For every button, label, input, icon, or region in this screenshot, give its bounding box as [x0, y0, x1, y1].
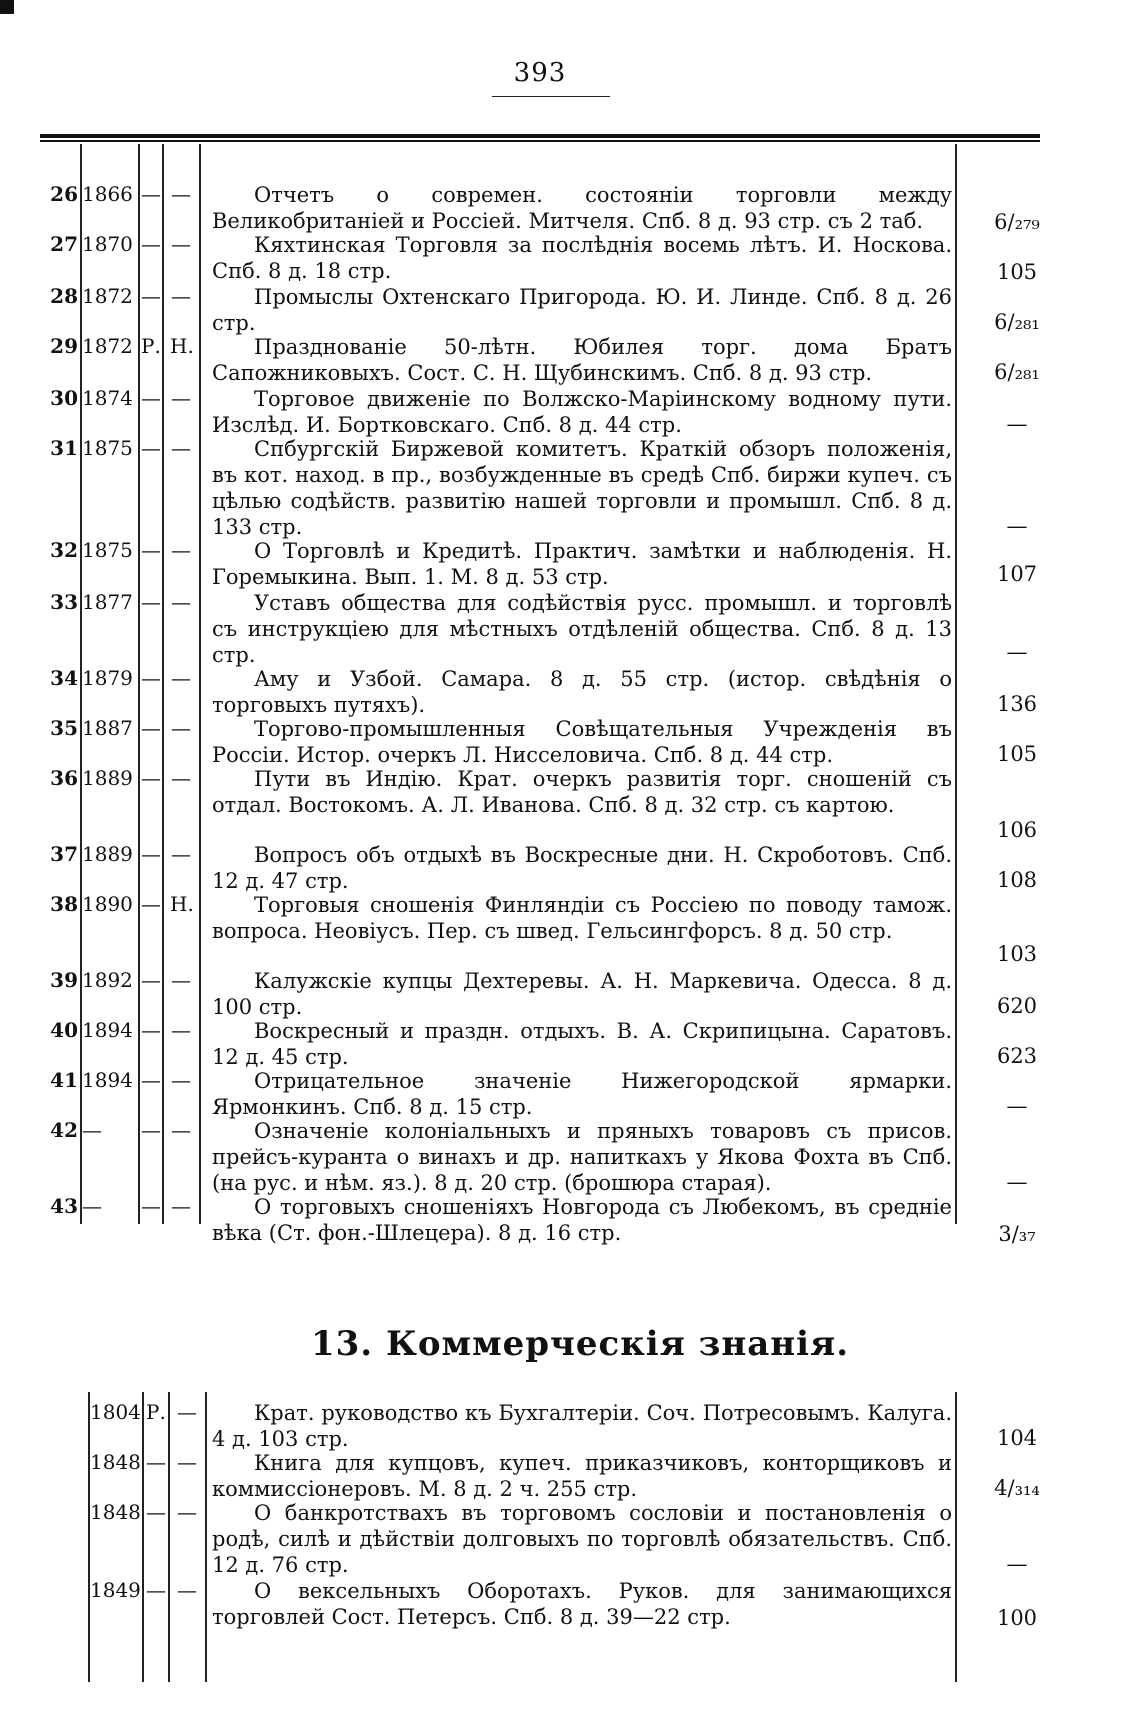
entry-text: Пути въ Индію. Крат. очеркъ развитія торг. сношеній съ отдал. Востокомъ. А. Л. Иванова. Спб. 8 д. 32 стр. съ картою. [212, 767, 952, 817]
column-rule [88, 1392, 90, 1682]
entry-new-mark: — [171, 842, 191, 866]
entry-number: 34 [50, 666, 78, 690]
entry-year: 1872 [82, 334, 133, 358]
entry-text: Торгово-промышленныя Совѣщательныя Учрежденія въ Россіи. Истор. очеркъ Л. Нисселовича. Спб. 8 д. 44 стр. [212, 717, 952, 767]
entry-number: 35 [50, 716, 78, 740]
entry-new-mark: — [171, 386, 191, 410]
entry-text: О торговыхъ сношеніяхъ Новгорода съ Любекомъ, въ средніе вѣка (Ст. фон.-Шлецера). 8 д. 16 стр. [212, 1195, 952, 1245]
entry-language-mark: — [141, 716, 161, 740]
entry-language-mark: — [146, 1450, 166, 1474]
entry-price: — [1006, 1170, 1028, 1194]
entry-price: 104 [996, 1426, 1038, 1450]
entry-price: 105 [996, 742, 1038, 766]
entry-year: 1849 [90, 1578, 141, 1602]
entry-new-mark: — [177, 1450, 197, 1474]
entry-new-mark: — [171, 1194, 191, 1218]
entry-number: 29 [50, 334, 78, 358]
entry-year: 1870 [82, 232, 133, 256]
entry-language-mark: Р. [141, 334, 161, 358]
entry-number: 40 [50, 1018, 78, 1042]
entry-year: 1804 [90, 1400, 141, 1424]
entry-year: 1872 [82, 284, 133, 308]
entry-language-mark: — [141, 232, 161, 256]
entry-text: Отрицательное значеніе Нижегородской ярмарки. Ярмонкинъ. Спб. 8 д. 15 стр. [212, 1069, 952, 1119]
entry-new-mark: Н. [170, 892, 194, 916]
entry-year: 1890 [82, 892, 133, 916]
entry-number: 28 [50, 284, 78, 308]
entry-text: Отчетъ о современ. состояніи торговли между Великобританіей и Россіей. Митчеля. Спб. 8 д. 93 стр. съ 2 таб. [212, 183, 952, 233]
entry-language-mark: — [141, 182, 161, 206]
entry-language-mark: — [141, 538, 161, 562]
column-rule [955, 144, 957, 1224]
entry-new-mark: — [171, 716, 191, 740]
entry-text: Калужскіе купцы Дехтеревы. А. Н. Маркевича. Одесса. 8 д. 100 стр. [212, 969, 952, 1019]
entry-price: 103 [996, 942, 1038, 966]
entry-year: 1879 [82, 666, 133, 690]
column-rule [205, 1392, 207, 1682]
entry-price: — [1006, 514, 1028, 538]
entry-language-mark: — [146, 1500, 166, 1524]
column-rule [142, 1392, 144, 1682]
entry-text: Кяхтинская Торговля за послѣднія восемь лѣтъ. И. Носкова. Спб. 8 д. 18 стр. [212, 233, 952, 283]
entry-price: — [1006, 412, 1028, 436]
entry-text: Книга для купцовъ, купеч. приказчиковъ, конторщиковъ и коммиссіонеровъ. М. 8 д. 2 ч. 255 стр. [212, 1451, 952, 1501]
entry-text: Вопросъ объ отдыхѣ въ Воскресные дни. Н. Скроботовъ. Спб. 12 д. 47 стр. [212, 843, 952, 893]
entry-year: 1877 [82, 590, 133, 614]
entry-text: Крат. руководство къ Бухгалтеріи. Соч. Потресовымъ. Калуга. 4 д. 103 стр. [212, 1401, 952, 1451]
column-rule [138, 144, 140, 1224]
entry-new-mark: — [177, 1500, 197, 1524]
entry-new-mark: Н. [170, 334, 194, 358]
entry-price: 107 [996, 562, 1038, 586]
entry-text: О Торговлѣ и Кредитѣ. Практич. замѣтки и наблюденія. Н. Горемыкина. Вып. 1. М. 8 д. 53 стр. [212, 539, 952, 589]
entry-new-mark: — [171, 538, 191, 562]
entry-year: 1848 [90, 1500, 141, 1524]
entry-language-mark: — [141, 968, 161, 992]
entry-new-mark: — [171, 590, 191, 614]
entry-year: 1889 [82, 766, 133, 790]
entry-year: — [82, 1194, 102, 1218]
entry-year: 1889 [82, 842, 133, 866]
entry-new-mark: — [171, 766, 191, 790]
entry-number: 33 [50, 590, 78, 614]
entry-number: 36 [50, 766, 78, 790]
entry-text: Промыслы Охтенскаго Пригорода. Ю. И. Линде. Спб. 8 д. 26 стр. [212, 285, 952, 335]
entry-text: О вексельныхъ Оборотахъ. Руков. для занимающихся торговлей Сост. Петерсъ. Спб. 8 д. 39—22 стр. [212, 1579, 952, 1629]
entry-number: 41 [50, 1068, 78, 1092]
entry-year: 1866 [82, 182, 133, 206]
entry-text: Спбургскій Биржевой комитетъ. Краткій обзоръ положенія, въ кот. наход. в пр., возбужденные въ средѣ Спб. биржи купеч. съ цѣлью содѣйств. развитію нашей торговли и промышл. Спб. 8 д. 133 стр. [212, 437, 952, 539]
entry-language-mark: Р. [146, 1400, 166, 1424]
entry-price: 108 [996, 868, 1038, 892]
entry-price: — [1006, 640, 1028, 664]
entry-price: 106 [996, 818, 1038, 842]
entry-new-mark: — [171, 1018, 191, 1042]
entry-text: Воскресный и праздн. отдыхъ. В. А. Скрипицына. Саратовъ. 12 д. 45 стр. [212, 1019, 952, 1069]
entry-year: 1875 [82, 436, 133, 460]
entry-number: 37 [50, 842, 78, 866]
entry-text: Торговое движеніе по Волжско-Маріинскому водному пути. Изслѣд. И. Бортковскаго. Спб. 8 д. 44 стр. [212, 387, 952, 437]
column-rule [168, 1392, 170, 1682]
entry-language-mark: — [146, 1578, 166, 1602]
entry-language-mark: — [141, 590, 161, 614]
entry-price: 6/₂₈₁ [994, 310, 1040, 334]
entry-price: 620 [996, 994, 1038, 1018]
entry-number: 30 [50, 386, 78, 410]
entry-price: 623 [996, 1044, 1038, 1068]
entry-new-mark: — [171, 1068, 191, 1092]
section-title: 13. Коммерческія знанія. [310, 1324, 850, 1364]
entry-language-mark: — [141, 766, 161, 790]
entry-price: 100 [996, 1606, 1038, 1630]
entry-year: 1848 [90, 1450, 141, 1474]
entry-number: 42 [50, 1118, 78, 1142]
entry-language-mark: — [141, 1194, 161, 1218]
entry-number: 38 [50, 892, 78, 916]
entry-new-mark: — [171, 436, 191, 460]
entry-year: 1894 [82, 1018, 133, 1042]
entry-language-mark: — [141, 666, 161, 690]
entry-year: 1875 [82, 538, 133, 562]
header-rule [40, 134, 1040, 138]
entry-number: 32 [50, 538, 78, 562]
entry-text: Празднованіе 50-лѣтн. Юбилея торг. дома Братъ Сапожниковыхъ. Сост. С. Н. Щубинскимъ. Спб. 8 д. 93 стр. [212, 335, 952, 385]
entry-number: 43 [50, 1194, 78, 1218]
entry-year: 1887 [82, 716, 133, 740]
entry-language-mark: — [141, 1118, 161, 1142]
column-rule [199, 144, 201, 1224]
column-rule [955, 1392, 957, 1682]
entry-text: Торговыя сношенія Финляндіи съ Россіею по поводу тамож. вопроса. Неовіусъ. Пер. съ швед. Гельсингфорсъ. 8 д. 50 стр. [212, 893, 952, 943]
entry-number: 31 [50, 436, 78, 460]
entry-language-mark: — [141, 386, 161, 410]
entry-new-mark: — [177, 1400, 197, 1424]
entry-new-mark: — [171, 284, 191, 308]
entry-text: О банкротствахъ въ торговомъ сословіи и постановленія о родѣ, силѣ и дѣйствіи долговыхъ по торговлѣ обязательствъ. Спб. 12 д. 76 стр. [212, 1501, 952, 1577]
entry-year: 1894 [82, 1068, 133, 1092]
entry-number: 27 [50, 232, 78, 256]
entry-year: — [82, 1118, 102, 1142]
entry-price: 105 [996, 260, 1038, 284]
entry-new-mark: — [171, 182, 191, 206]
entry-language-mark: — [141, 842, 161, 866]
entry-price: 4/₃₁₄ [994, 1476, 1040, 1500]
entry-text: Аму и Узбой. Самара. 8 д. 55 стр. (истор. свѣдѣнія о торговыхъ путяхъ). [212, 667, 952, 717]
entry-language-mark: — [141, 284, 161, 308]
entry-year: 1874 [82, 386, 133, 410]
header-rule-thin [40, 140, 1040, 142]
entry-price: 3/₃₇ [998, 1222, 1036, 1246]
entry-language-mark: — [141, 436, 161, 460]
entry-price: 6/₂₈₁ [994, 360, 1040, 384]
scan-mark [0, 0, 14, 14]
entry-year: 1892 [82, 968, 133, 992]
entry-new-mark: — [171, 968, 191, 992]
entry-price: — [1006, 1094, 1028, 1118]
entry-number: 26 [50, 182, 78, 206]
page-number: 393 [513, 58, 567, 88]
column-rule [162, 144, 164, 1224]
entry-language-mark: — [141, 1068, 161, 1092]
entry-new-mark: — [171, 1118, 191, 1142]
entry-price: 6/₂₇₉ [994, 210, 1040, 234]
entry-new-mark: — [171, 232, 191, 256]
entry-number: 39 [50, 968, 78, 992]
entry-new-mark: — [177, 1578, 197, 1602]
entry-new-mark: — [171, 666, 191, 690]
entry-price: 136 [996, 692, 1038, 716]
entry-price: — [1006, 1552, 1028, 1576]
entry-language-mark: — [141, 892, 161, 916]
entry-text: Означеніе колоніальныхъ и пряныхъ товаровъ съ присов. прейсъ-куранта о винахъ и др. напиткахъ у Якова Фохта въ Спб. (на рус. и нѣм. яз.). 8 д. 20 стр. (брошюра старая). [212, 1119, 952, 1195]
entry-text: Уставъ общества для содѣйствія русс. промышл. и торговлѣ съ инструкціею для мѣстныхъ отдѣленій общества. Спб. 8 д. 13 стр. [212, 591, 952, 667]
entry-language-mark: — [141, 1018, 161, 1042]
page-number-rule [492, 96, 610, 97]
